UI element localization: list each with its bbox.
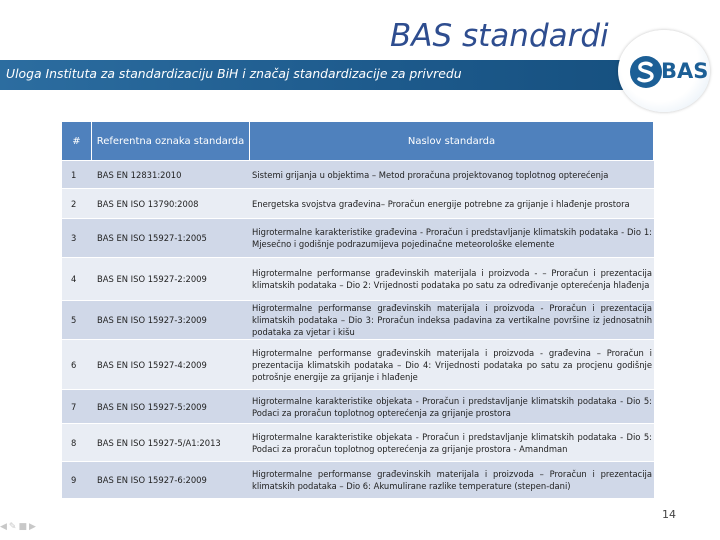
row-number: 1 — [62, 160, 92, 188]
header-reference: Referentna oznaka standarda — [92, 122, 250, 160]
row-title: Sistemi grijanja u objektima – Metod proračuna projektovanog toplotnog opterećenja — [250, 160, 654, 188]
row-reference: BAS EN ISO 15927-5:2009 — [92, 389, 250, 423]
row-title: Higrotermalne karakteristike objekata - Proračun i predstavljanje klimatskih podataka - Dio 5: Podaci za proračun toplotnog opterećenja za grijanje prostora — [250, 389, 654, 423]
table-row — [62, 188, 654, 218]
row-reference: BAS EN ISO 15927-6:2009 — [92, 461, 250, 498]
row-title: Energetska svojstva građevina– Proračun energije potrebne za grijanje i hlađenje prostora — [250, 188, 654, 218]
table-row — [62, 300, 654, 339]
row-title: Higrotermalne performanse građevinskih materijala i proizvoda - građevina – Proračun i prezentacija klimatskih podataka – Dio 4: Vrijednosti podataka po satu za procjenu godišnje potrošnje energije za grijanje i hlađenje — [250, 339, 654, 389]
row-reference: BAS EN ISO 15927-2:2009 — [92, 257, 250, 300]
row-number: 3 — [62, 218, 92, 257]
slide-nav-controls[interactable] — [0, 522, 38, 532]
row-number: 6 — [62, 339, 92, 389]
row-title: Higrotermalne karakteristike građevina - Proračun i predstavljanje klimatskih podataka - Dio 1: Mjesečno i godišnje podrazumijeva pojedinačne meteorološke elemente — [250, 218, 654, 257]
table-header-row — [62, 122, 654, 160]
table-row — [62, 339, 654, 389]
pen-icon[interactable]: ✎ — [8, 522, 19, 532]
row-reference: BAS EN ISO 13790:2008 — [92, 188, 250, 218]
row-reference: BAS EN ISO 15927-3:2009 — [92, 300, 250, 339]
row-number: 4 — [62, 257, 92, 300]
table-row — [62, 257, 654, 300]
row-number: 7 — [62, 389, 92, 423]
prev-slide-icon[interactable]: ◀ — [0, 522, 9, 532]
slides-menu-icon[interactable]: ■ — [18, 522, 29, 532]
row-number: 2 — [62, 188, 92, 218]
row-reference: BAS EN 12831:2010 — [92, 160, 250, 188]
page-number: 14 — [662, 508, 676, 521]
table-row — [62, 160, 654, 188]
row-number: 8 — [62, 423, 92, 461]
table-row — [62, 218, 654, 257]
bas-logo-icon — [628, 54, 664, 90]
row-reference: BAS EN ISO 15927-5/A1:2013 — [92, 423, 250, 461]
row-reference: BAS EN ISO 15927-1:2005 — [92, 218, 250, 257]
header-number: # — [62, 122, 92, 160]
row-number: 9 — [62, 461, 92, 498]
row-title: Higrotermalne performanse građevinskih materijala i proizvoda – Proračun i prezentacija klimatskih podataka – Dio 6: Akumulirane razlike temperature (stepen-dani) — [250, 461, 654, 498]
table-row — [62, 389, 654, 423]
header-title: Naslov standarda — [250, 122, 654, 160]
slide-subtitle: Uloga Instituta za standardizaciju BiH i značaj standardizacije za privredu — [6, 66, 462, 81]
row-number: 5 — [62, 300, 92, 339]
row-title: Higrotermalne karakteristike objekata - Proračun i predstavljanje klimatskih podataka - Dio 5: Podaci za proračun toplotnog opterećenja za grijanje prostora - Amandman — [250, 423, 654, 461]
table-row — [62, 423, 654, 461]
row-title: Higrotermalne performanse građevinskih materijala i proizvoda - Proračun i prezentacija klimatskih podataka – Dio 3: Proračun indeksa padavina za vertikalne površine iz jednosatnih podataka za vjetar i kišu — [250, 300, 654, 339]
standards-table — [62, 122, 654, 498]
next-slide-icon[interactable]: ▶ — [28, 522, 38, 532]
row-title: Higrotermalne performanse građevinskih materijala i proizvoda - – Proračun i prezentacija klimatskih podataka – Dio 2: Vrijednosti podataka po satu za određivanje opterećenja hlađenja — [250, 257, 654, 300]
bas-logo-text: BAS — [661, 59, 709, 83]
bas-logo — [618, 30, 710, 112]
row-reference: BAS EN ISO 15927-4:2009 — [92, 339, 250, 389]
slide-title: BAS standardi — [390, 18, 609, 54]
table-row — [62, 461, 654, 498]
